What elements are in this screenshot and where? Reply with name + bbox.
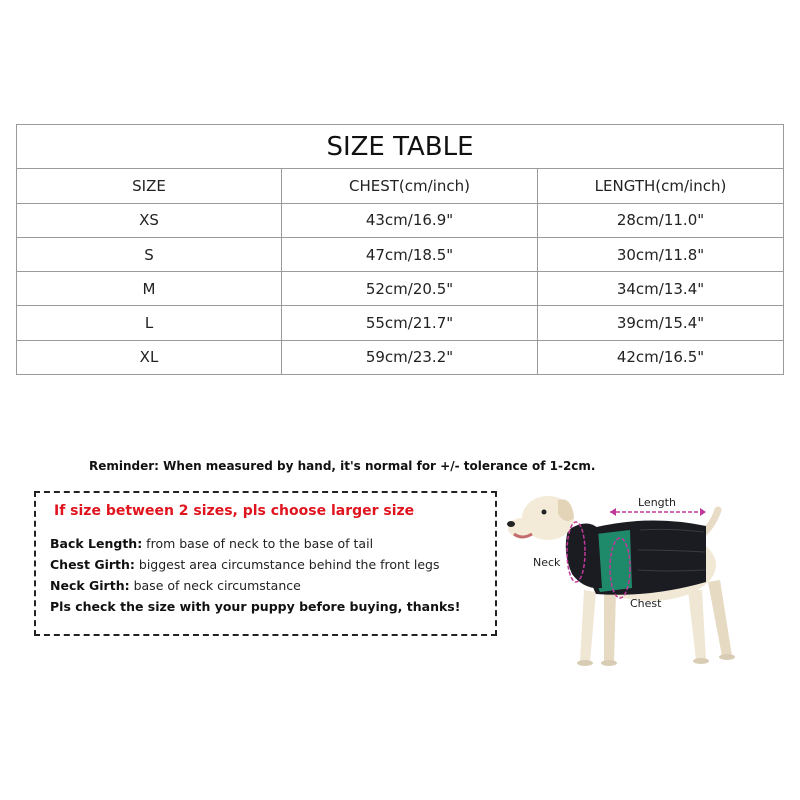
back-length-term: Back Length: (50, 536, 143, 551)
size-cell: XL (17, 340, 282, 374)
length-cell: 39cm/15.4" (538, 306, 784, 340)
size-advice-headline: If size between 2 sizes, pls choose larger size (54, 503, 415, 519)
chest-girth-desc: biggest area circumstance behind the front legs (134, 557, 440, 572)
header-chest: CHEST(cm/inch) (282, 169, 538, 203)
tolerance-reminder: Reminder: When measured by hand, it's normal for +/- tolerance of 1-2cm. (89, 459, 596, 473)
back-length-note (50, 536, 373, 551)
dog-vest-illustration (500, 470, 760, 680)
length-cell: 42cm/16.5" (538, 340, 784, 374)
table-header-row (17, 169, 784, 203)
length-cell: 34cm/13.4" (538, 272, 784, 306)
header-size: SIZE (17, 169, 282, 203)
length-cell: 28cm/11.0" (538, 203, 784, 237)
chest-cell: 52cm/20.5" (282, 272, 538, 306)
size-cell: M (17, 272, 282, 306)
chest-cell: 47cm/18.5" (282, 237, 538, 271)
table-row (17, 237, 784, 271)
size-table (16, 124, 784, 375)
size-cell: L (17, 306, 282, 340)
size-cell: S (17, 237, 282, 271)
sizing-notes-box (34, 491, 497, 636)
neck-girth-note (50, 578, 301, 593)
chest-cell: 55cm/21.7" (282, 306, 538, 340)
neck-girth-desc: base of neck circumstance (129, 578, 301, 593)
table-row (17, 203, 784, 237)
size-cell: XS (17, 203, 282, 237)
chest-girth-note (50, 557, 439, 572)
length-cell: 30cm/11.8" (538, 237, 784, 271)
dog-measurement-diagram (500, 470, 760, 680)
table-row (17, 306, 784, 340)
length-label: Length (638, 496, 676, 509)
neck-girth-term: Neck Girth: (50, 578, 130, 593)
neck-label: Neck (533, 556, 561, 569)
chest-label: Chest (630, 597, 662, 610)
chest-cell: 59cm/23.2" (282, 340, 538, 374)
check-size-note: Pls check the size with your puppy before buying, thanks! (50, 599, 461, 614)
back-length-desc: from base of neck to the base of tail (142, 536, 374, 551)
chest-girth-term: Chest Girth: (50, 557, 135, 572)
table-row (17, 340, 784, 374)
table-row (17, 272, 784, 306)
table-title: SIZE TABLE (17, 125, 784, 169)
header-length: LENGTH(cm/inch) (538, 169, 784, 203)
chest-cell: 43cm/16.9" (282, 203, 538, 237)
